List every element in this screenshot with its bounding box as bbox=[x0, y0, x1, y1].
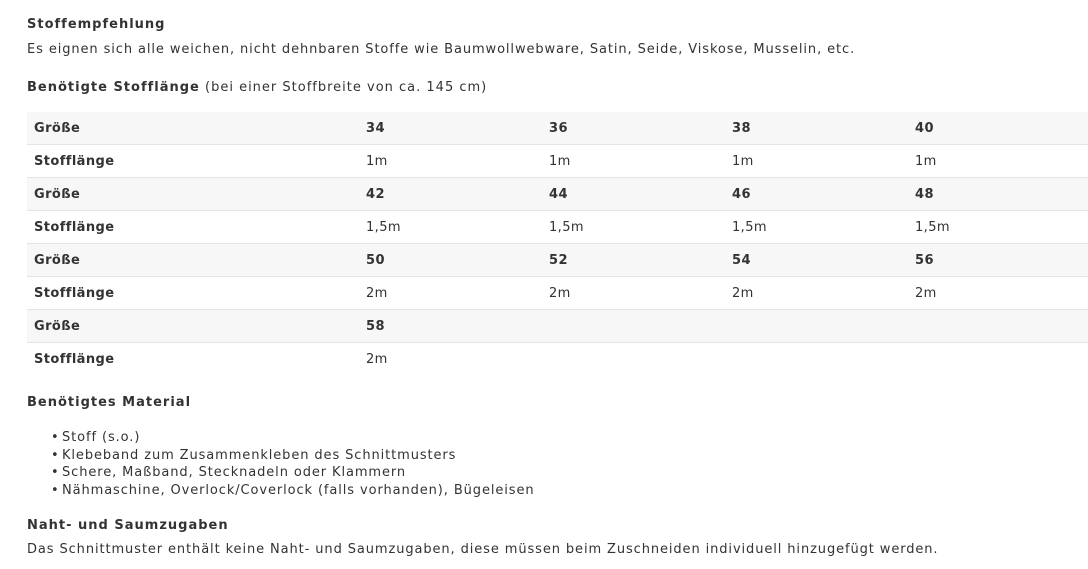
size-cell: 44 bbox=[542, 178, 725, 211]
required-material-heading: Benötigtes Material bbox=[27, 395, 192, 410]
fabric-length-heading-title: Benötigte Stofflänge bbox=[27, 80, 200, 95]
material-item-text: Klebeband zum Zusammenkleben des Schnittmusters bbox=[62, 447, 457, 463]
fabric-length-cell: 1m bbox=[359, 145, 542, 178]
size-cell bbox=[725, 310, 908, 343]
size-row bbox=[27, 310, 1088, 343]
fabric-length-cell bbox=[725, 343, 908, 376]
size-cell: 46 bbox=[725, 178, 908, 211]
fabric-length-cell: 1,5m bbox=[542, 211, 725, 244]
bullet-icon: • bbox=[51, 430, 60, 445]
fabric-length-cell: 2m bbox=[359, 277, 542, 310]
fabric-length-row bbox=[27, 277, 1088, 310]
fabric-length-row-label: Stofflänge bbox=[27, 277, 359, 310]
fabric-length-cell: 1m bbox=[725, 145, 908, 178]
bullet-icon: • bbox=[51, 447, 60, 463]
fabric-length-cell: 1m bbox=[908, 145, 1088, 178]
size-cell: 38 bbox=[725, 112, 908, 145]
size-row-label: Größe bbox=[27, 310, 359, 343]
size-cell bbox=[908, 310, 1088, 343]
size-row-label: Größe bbox=[27, 244, 359, 277]
size-cell bbox=[542, 310, 725, 343]
fabric-length-cell: 2m bbox=[725, 277, 908, 310]
size-row bbox=[27, 112, 1088, 145]
fabric-length-cell: 1,5m bbox=[908, 211, 1088, 244]
size-cell: 52 bbox=[542, 244, 725, 277]
bullet-icon: • bbox=[51, 465, 60, 480]
size-cell: 36 bbox=[542, 112, 725, 145]
size-cell: 48 bbox=[908, 178, 1088, 211]
fabric-length-cell: 2m bbox=[908, 277, 1088, 310]
size-row-label: Größe bbox=[27, 178, 359, 211]
size-cell: 54 bbox=[725, 244, 908, 277]
seam-allowance-text: Das Schnittmuster enthält keine Naht- und Saumzugaben, diese müssen beim Zuschneiden individuell hinzugefügt werden. bbox=[27, 542, 939, 557]
size-cell: 50 bbox=[359, 244, 542, 277]
fabric-recommendation-text: Es eignen sich alle weichen, nicht dehnbaren Stoffe wie Baumwollwebware, Satin, Seide, Viskose, Musselin, etc. bbox=[27, 42, 856, 57]
list-item bbox=[51, 429, 1088, 447]
fabric-length-row bbox=[27, 343, 1088, 376]
fabric-length-cell: 2m bbox=[359, 343, 542, 376]
material-item-text: Nähmaschine, Overlock/Coverlock (falls vorhanden), Bügeleisen bbox=[62, 482, 535, 498]
size-cell: 34 bbox=[359, 112, 542, 145]
fabric-length-heading bbox=[27, 79, 1088, 97]
material-list bbox=[27, 429, 1088, 499]
seam-allowance-heading: Naht- und Saumzugaben bbox=[27, 518, 229, 533]
size-cell: 56 bbox=[908, 244, 1088, 277]
fabric-length-row-label: Stofflänge bbox=[27, 145, 359, 178]
size-cell: 42 bbox=[359, 178, 542, 211]
list-item bbox=[51, 482, 1088, 500]
fabric-length-cell bbox=[542, 343, 725, 376]
fabric-length-row bbox=[27, 145, 1088, 178]
material-item-text: Schere, Maßband, Stecknadeln oder Klammern bbox=[62, 465, 407, 480]
fabric-length-cell: 2m bbox=[542, 277, 725, 310]
material-item-text: Stoff (s.o.) bbox=[62, 430, 141, 445]
list-item bbox=[51, 447, 1088, 465]
fabric-length-table bbox=[27, 112, 1088, 375]
size-row-label: Größe bbox=[27, 112, 359, 145]
size-row bbox=[27, 178, 1088, 211]
bullet-icon: • bbox=[51, 482, 60, 498]
list-item bbox=[51, 464, 1088, 482]
fabric-length-cell: 1,5m bbox=[359, 211, 542, 244]
fabric-width-note: (bei einer Stoffbreite von ca. 145 cm) bbox=[199, 80, 488, 95]
fabric-recommendation-heading: Stoffempfehlung bbox=[27, 17, 166, 32]
fabric-length-row bbox=[27, 211, 1088, 244]
fabric-length-cell bbox=[908, 343, 1088, 376]
fabric-length-cell: 1,5m bbox=[725, 211, 908, 244]
size-row bbox=[27, 244, 1088, 277]
size-cell: 58 bbox=[359, 310, 542, 343]
fabric-length-row-label: Stofflänge bbox=[27, 211, 359, 244]
fabric-length-cell: 1m bbox=[542, 145, 725, 178]
fabric-length-row-label: Stofflänge bbox=[27, 343, 359, 376]
size-cell: 40 bbox=[908, 112, 1088, 145]
